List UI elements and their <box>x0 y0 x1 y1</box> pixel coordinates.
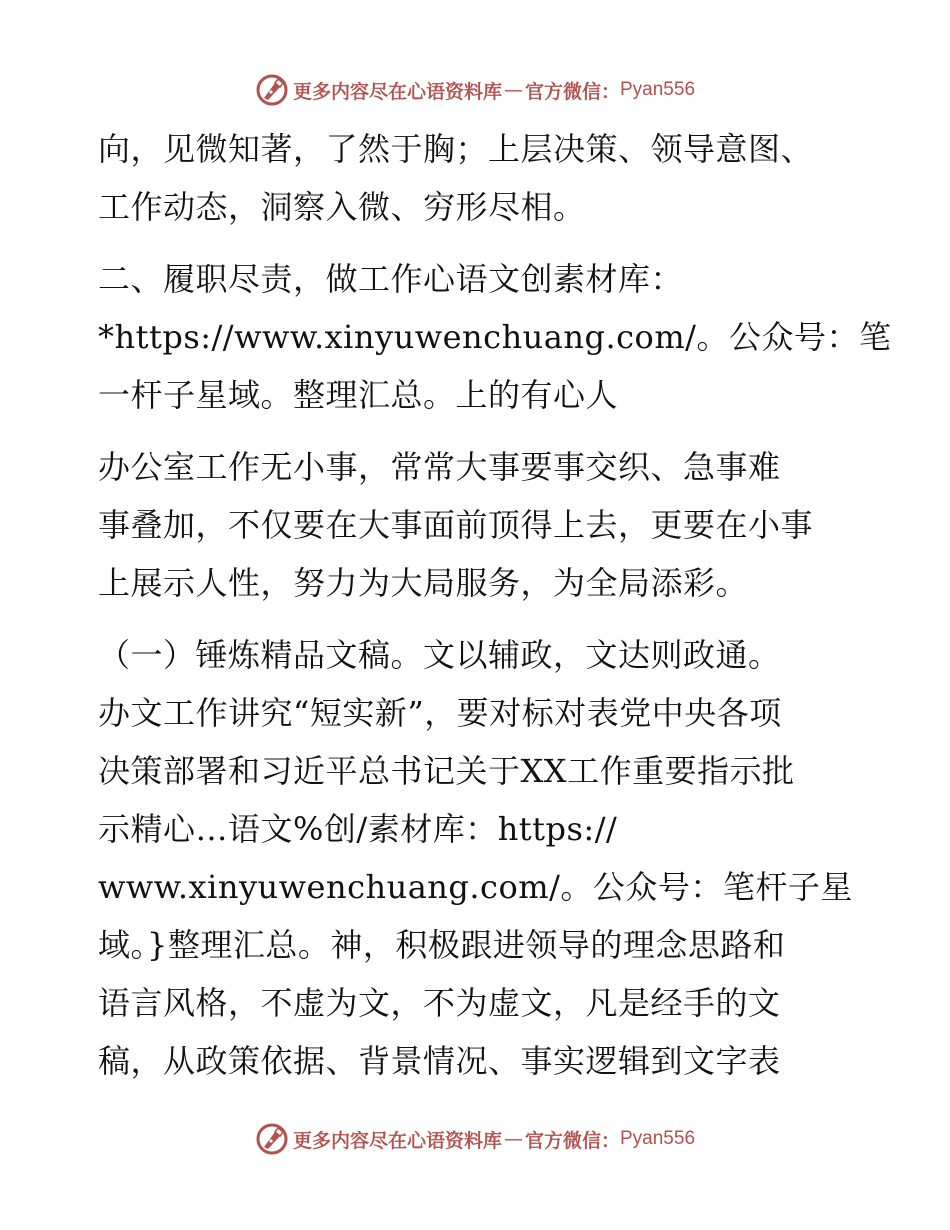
pen-nib-circle-icon <box>255 1122 289 1156</box>
watermark-separator: — <box>503 79 523 101</box>
section-heading-line: 二、履职尽责，做工作心语文创素材库： <box>98 260 684 298</box>
watermark-wechat-id: Pyan556 <box>620 1128 696 1149</box>
header-watermark <box>0 70 950 110</box>
text-line: 示精心…语文%创/素材库：https:// <box>98 810 618 848</box>
watermark-wechat-label: 官方微信： <box>524 80 620 103</box>
text-line: 办文工作讲究“短实新”，要对标对表党中央各项 <box>98 694 782 732</box>
paragraph <box>98 438 858 612</box>
paragraph <box>98 120 858 236</box>
text-line: 一杆子星域。整理汇总。上的有心人 <box>98 376 619 414</box>
text-line: 语言风格，不虚为文，不为虚文，凡是经手的文 <box>98 984 781 1022</box>
watermark-wechat-label: 官方微信： <box>524 1129 620 1152</box>
text-line: 决策部署和习近平总书记关于XX工作重要指示批 <box>98 752 795 790</box>
paragraph <box>98 626 858 1090</box>
text-line: 办公室工作无小事，常常大事要事交织、急事难 <box>98 448 781 486</box>
pen-nib-circle-icon <box>255 73 289 107</box>
text-line: 稿，从政策依据、背景情况、事实逻辑到文字表 <box>98 1042 781 1080</box>
text-line: 域。}整理汇总。神，积极跟进领导的理念思路和 <box>98 926 786 964</box>
watermark-main-text: 更多内容尽在心语资料库 <box>292 1129 502 1152</box>
watermark-wechat-id: Pyan556 <box>620 79 696 100</box>
text-line: www.xinyuwenchuang.com/。公众号：笔杆子星 <box>98 868 853 906</box>
subsection-heading-line: （一）锤炼精品文稿。文以辅政，文达则政通。 <box>98 636 781 674</box>
footer-watermark <box>0 1119 950 1159</box>
paragraph <box>98 250 892 424</box>
text-line: 上展示人性，努力为大局服务，为全局添彩。 <box>98 564 749 602</box>
document-body <box>98 120 892 1090</box>
text-line: 事叠加，不仅要在大事面前顶得上去，更要在小事 <box>98 506 814 544</box>
watermark-main-text: 更多内容尽在心语资料库 <box>292 80 502 103</box>
text-line: 工作动态，洞察入微、穷形尽相。 <box>98 188 586 226</box>
text-line: *https://www.xinyuwenchuang.com/。公众号：笔 <box>98 318 892 356</box>
text-line: 向，见微知著，了然于胸；上层决策、领导意图、 <box>98 130 814 168</box>
watermark-separator: — <box>503 1128 523 1150</box>
